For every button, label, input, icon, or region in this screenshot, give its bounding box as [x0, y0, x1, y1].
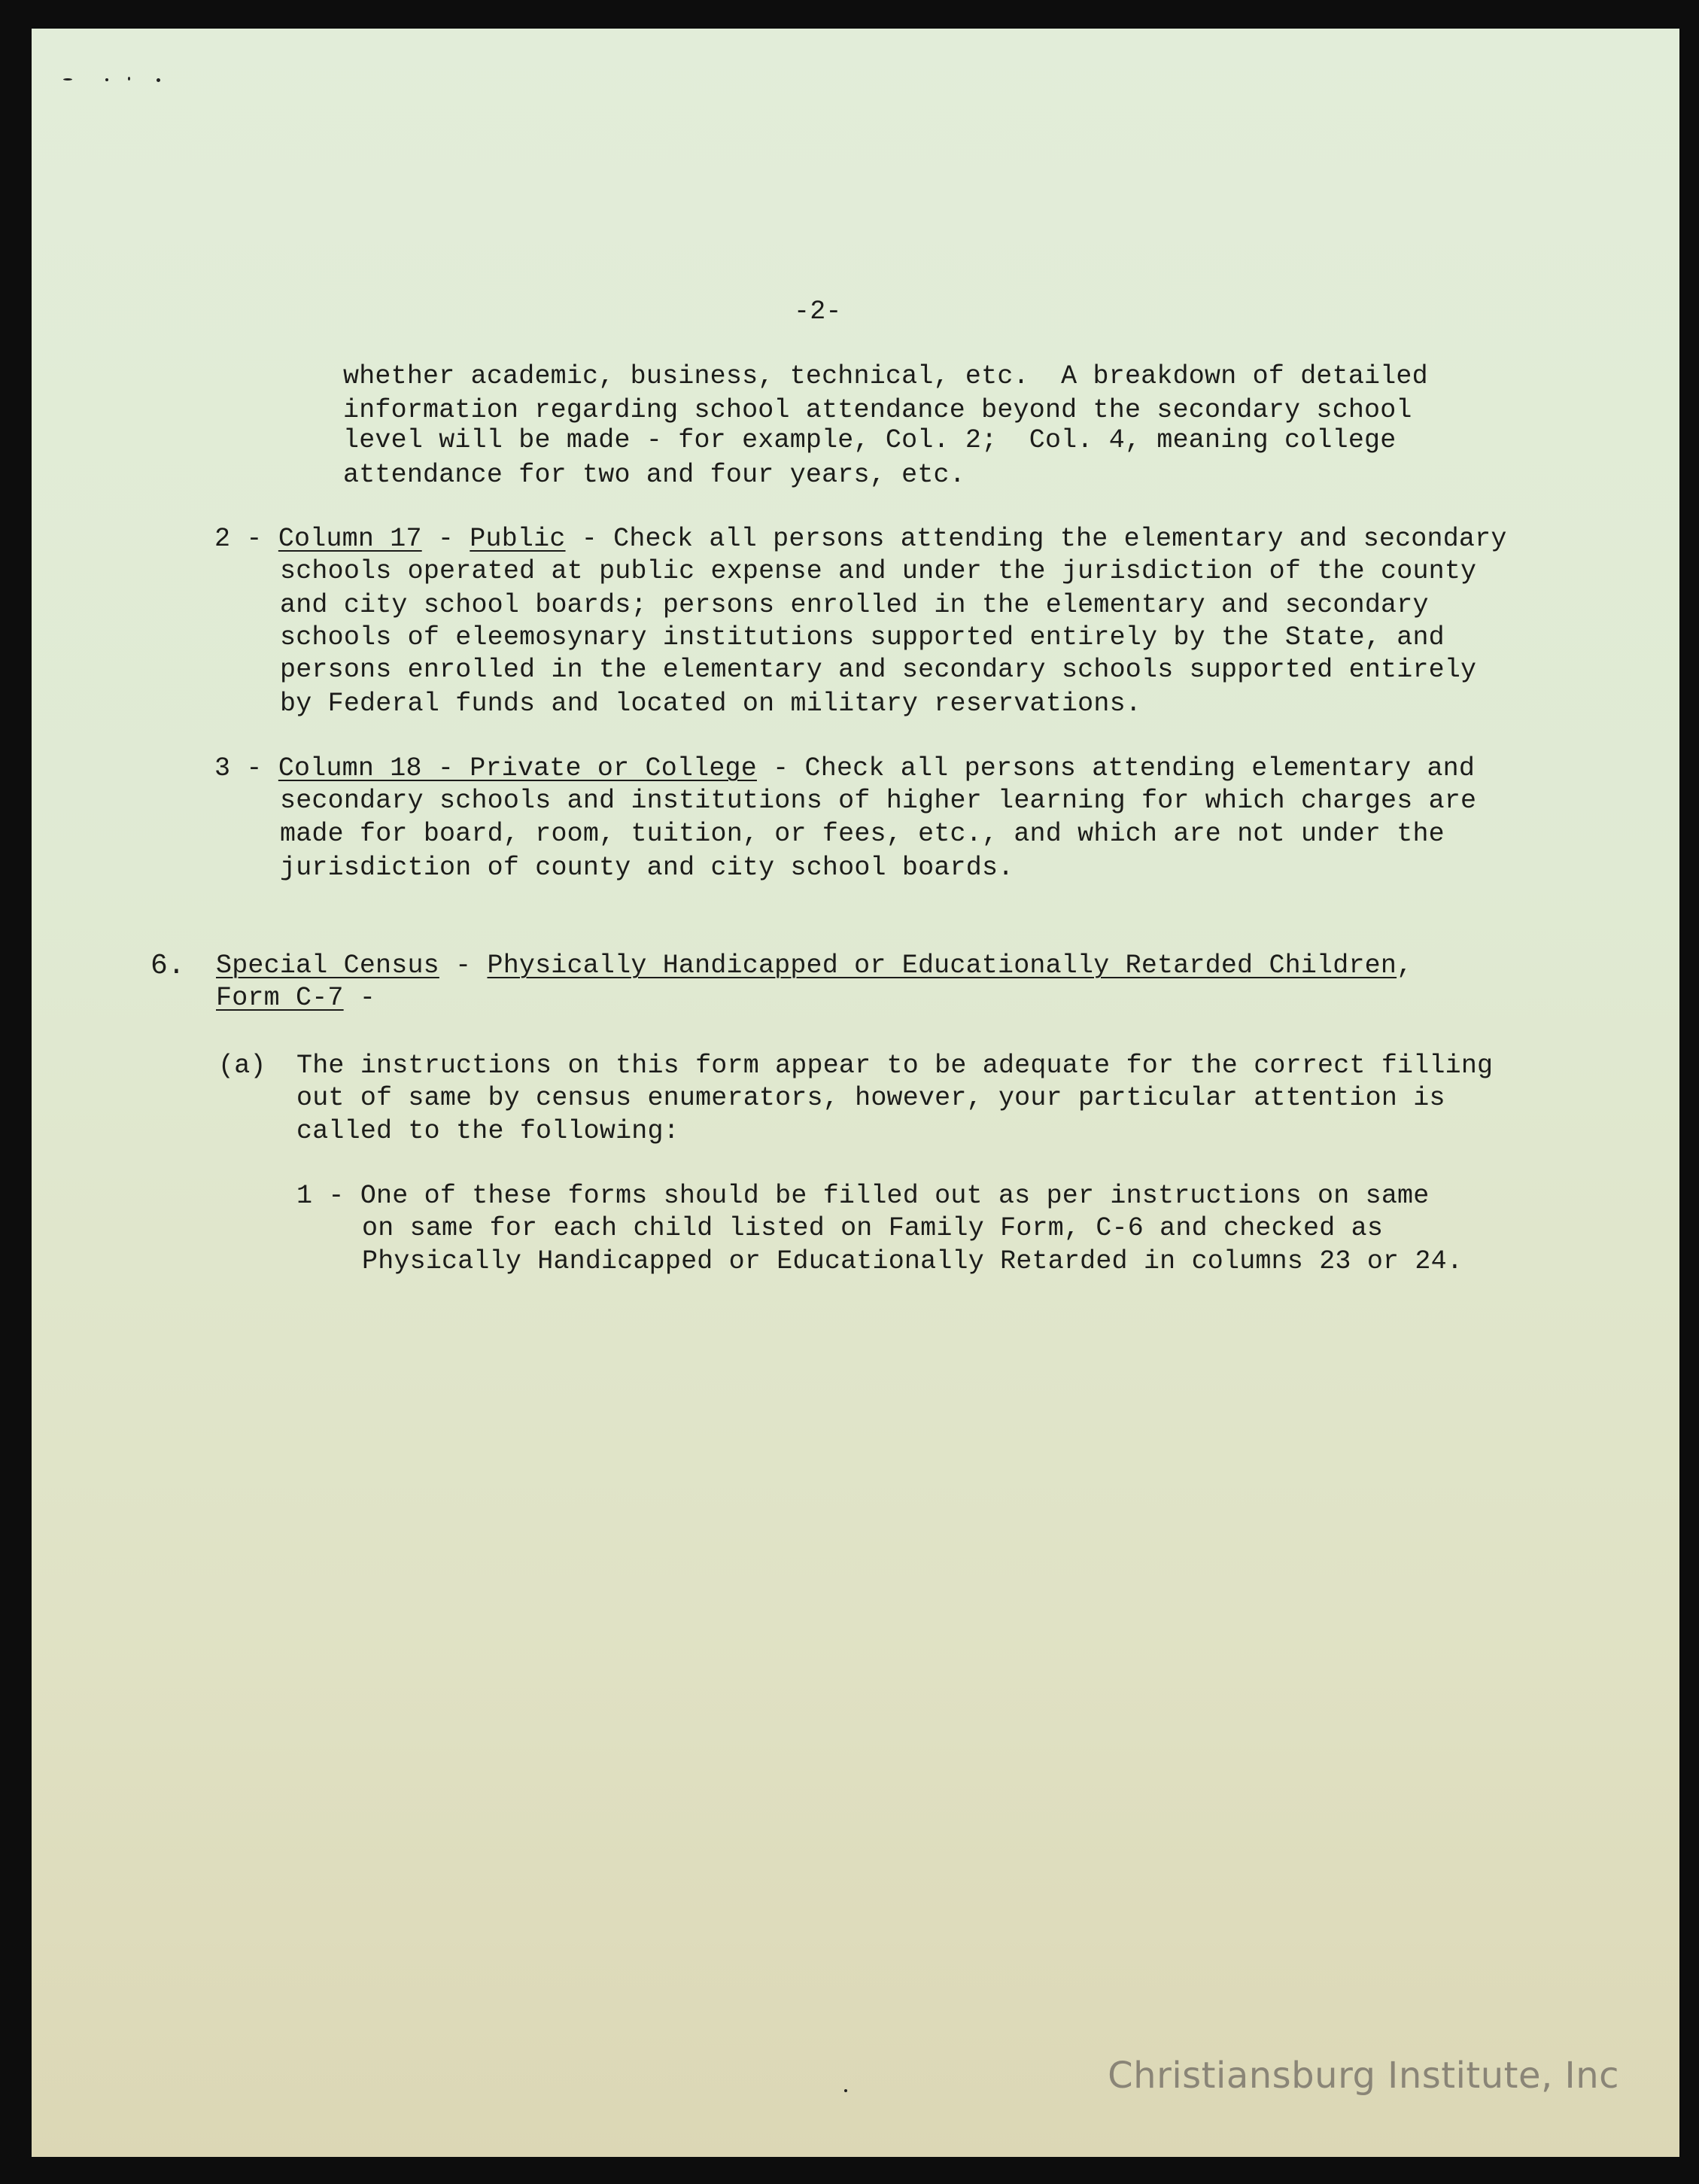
item-3-line: jurisdiction of county and city school boards. [280, 853, 1014, 883]
sub-a-line: The instructions on this form appear to be adequate for the correct filling [296, 1051, 1494, 1081]
sub-a-label: (a) [218, 1051, 266, 1081]
intro-line: information regarding school attendance beyond the secondary school [343, 395, 1412, 425]
paper-speck [63, 78, 72, 81]
page-number: -2- [794, 297, 842, 327]
form-c7-label: Form C-7 [216, 983, 344, 1013]
paper-speck [105, 78, 108, 81]
item-2-line: schools operated at public expense and under the jurisdiction of the county [280, 556, 1477, 586]
public-title: Public [470, 524, 566, 554]
item-2-line: persons enrolled in the elementary and secondary schools supported entirely [280, 655, 1477, 685]
item-3-text: - Check all persons attending elementary and [756, 753, 1476, 783]
item-number: 2 - [214, 524, 278, 554]
item-2-first-line [214, 522, 1507, 556]
item-3-line: made for board, room, tuition, or fees, etc., and which are not under the [280, 819, 1445, 849]
handicapped-children-title: Physically Handicapped or Educationally Retarded Children [487, 951, 1397, 981]
sub-a-line: called to the following: [296, 1116, 679, 1146]
watermark-text: Christiansburg Institute, Inc [1108, 2055, 1619, 2097]
intro-line: attendance for two and four years, etc. [343, 460, 965, 490]
sub-1-line: on same for each child listed on Family Form, C-6 and checked as [362, 1213, 1384, 1243]
paper-speck [844, 2089, 847, 2092]
section-number: 6. [150, 950, 186, 982]
section-6-heading [216, 949, 1412, 983]
item-2-line: by Federal funds and located on military reservations. [280, 689, 1141, 719]
heading-comma: , [1397, 951, 1413, 981]
item-2-line: and city school boards; persons enrolled in the elementary and secondary [280, 590, 1429, 620]
special-census-label: Special Census [216, 951, 439, 981]
paper-speck [128, 77, 130, 81]
sub-1-line: Physically Handicapped or Educationally Retarded in columns 23 or 24. [362, 1246, 1463, 1276]
item-2-line: schools of eleemosynary institutions supported entirely by the State, and [280, 622, 1445, 652]
form-c7-suffix: - [343, 983, 376, 1013]
intro-line: level will be made - for example, Col. 2; Col. 4, meaning college [343, 425, 1397, 455]
form-c7-line [216, 981, 375, 1015]
dash-separator: - [421, 524, 470, 554]
paper-speck [157, 78, 160, 82]
intro-line: whether academic, business, technical, etc. A breakdown of detailed [343, 361, 1428, 391]
column-17-label: Column 17 [278, 524, 422, 554]
item-3-line: secondary schools and institutions of higher learning for which charges are [280, 786, 1477, 816]
sub-1-first-line [296, 1179, 1429, 1213]
sub-a-line: out of same by census enumerators, however, your particular attention is [296, 1083, 1445, 1113]
dash-separator: - [439, 951, 488, 981]
item-2-text: - Check all persons attending the elementary and secondary [565, 524, 1507, 554]
column-18-heading: Column 18 - Private or College [278, 753, 757, 783]
item-3-first-line [214, 752, 1475, 786]
sub-1-text: One of these forms should be filled out as per instructions on same [360, 1181, 1430, 1211]
sub-1-label: 1 - [296, 1181, 360, 1211]
item-number: 3 - [214, 753, 278, 783]
